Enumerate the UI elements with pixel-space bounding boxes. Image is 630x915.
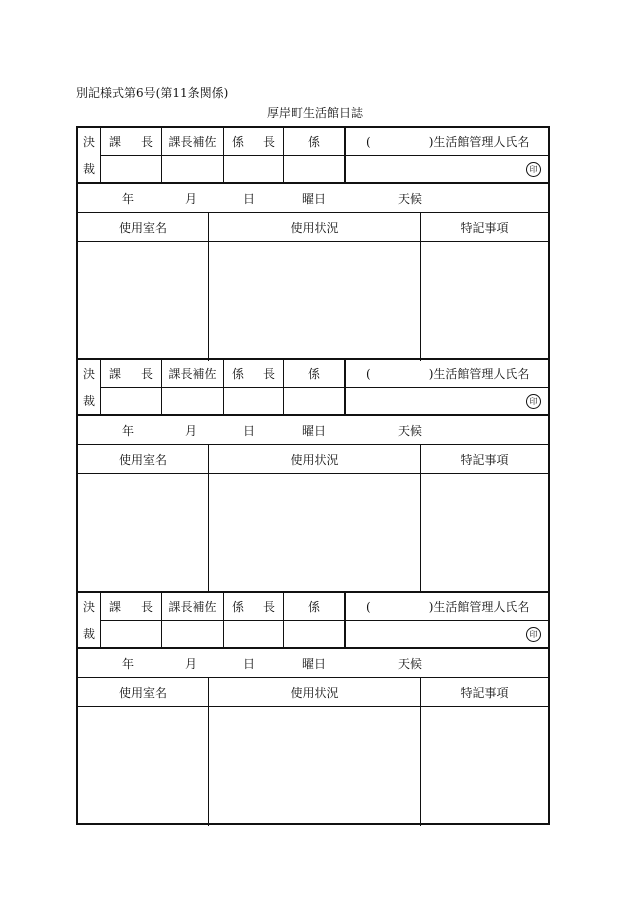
- approval-header-unit-chief: 係 長: [232, 367, 275, 381]
- manager-name-label: ( )生活館管理人氏名: [366, 599, 530, 614]
- month-label: 月: [185, 656, 198, 671]
- month-label: 月: [185, 423, 198, 438]
- form-number: 別記様式第6号(第11条関係): [76, 86, 229, 100]
- approval-header-unit-chief: 係 長: [232, 135, 275, 149]
- special-notes-header: 特記事項: [460, 452, 509, 467]
- day-label: 日: [243, 423, 256, 438]
- year-label: 年: [122, 423, 135, 438]
- usage-status-field[interactable]: [209, 242, 420, 361]
- manager-name-field[interactable]: [346, 621, 548, 647]
- approval-header-section-chief: 課 長: [109, 600, 153, 614]
- approval-section: [78, 360, 548, 416]
- usage-table-header: [78, 445, 548, 474]
- approval-side-label-bottom: 裁: [82, 394, 95, 408]
- usage-status-header: 使用状況: [290, 452, 339, 467]
- manager-name-field[interactable]: [346, 156, 548, 182]
- journal-form: [76, 126, 550, 825]
- manager-name-field[interactable]: [346, 388, 548, 414]
- approval-side-label-top: 決: [82, 135, 95, 149]
- approval-header-unit-chief: 係 長: [232, 600, 275, 614]
- day-label: 日: [243, 656, 256, 671]
- approval-section: [78, 128, 548, 184]
- journal-entry-block: [78, 358, 548, 593]
- seal-icon: 印: [526, 394, 541, 409]
- journal-entry-block: [78, 591, 548, 826]
- approval-side-label-bottom: 裁: [82, 162, 95, 176]
- approval-stamp-box[interactable]: [162, 388, 223, 414]
- room-name-header: 使用室名: [118, 220, 167, 235]
- approval-header-assistant-chief: 課長補佐: [168, 600, 217, 614]
- approval-stamp-box[interactable]: [162, 156, 223, 182]
- year-label: 年: [122, 191, 135, 206]
- approval-stamp-box[interactable]: [101, 621, 161, 647]
- approval-header-section-chief: 課 長: [109, 367, 153, 381]
- date-weather-row: [78, 416, 548, 445]
- special-notes-header: 特記事項: [460, 220, 509, 235]
- approval-header-assistant-chief: 課長補佐: [168, 135, 217, 149]
- day-label: 日: [243, 191, 256, 206]
- weather-label: 天候: [398, 423, 423, 438]
- weather-label: 天候: [398, 191, 423, 206]
- manager-name-label: ( )生活館管理人氏名: [366, 366, 530, 381]
- usage-table-header: [78, 678, 548, 707]
- usage-status-field[interactable]: [209, 474, 420, 593]
- approval-stamp-box[interactable]: [284, 156, 344, 182]
- weather-label: 天候: [398, 656, 423, 671]
- date-weather-row: [78, 649, 548, 678]
- approval-header-section-chief: 課 長: [109, 135, 153, 149]
- approval-stamp-box[interactable]: [224, 621, 283, 647]
- room-name-header: 使用室名: [118, 452, 167, 467]
- approval-stamp-box[interactable]: [101, 156, 161, 182]
- usage-status-field[interactable]: [209, 707, 420, 826]
- room-name-field[interactable]: [78, 242, 208, 361]
- approval-header-staff: 係: [307, 600, 320, 614]
- approval-header-staff: 係: [307, 135, 320, 149]
- date-weather-row: [78, 184, 548, 213]
- room-name-field[interactable]: [78, 474, 208, 593]
- approval-stamp-box[interactable]: [284, 621, 344, 647]
- usage-table-header: [78, 213, 548, 242]
- approval-side-label-bottom: 裁: [82, 627, 95, 641]
- special-notes-field[interactable]: [421, 474, 548, 593]
- special-notes-header: 特記事項: [460, 685, 509, 700]
- weekday-label: 曜日: [302, 191, 327, 206]
- special-notes-field[interactable]: [421, 242, 548, 361]
- seal-icon: 印: [526, 627, 541, 642]
- room-name-field[interactable]: [78, 707, 208, 826]
- approval-header-assistant-chief: 課長補佐: [168, 367, 217, 381]
- approval-header-staff: 係: [307, 367, 320, 381]
- approval-stamp-box[interactable]: [224, 156, 283, 182]
- approval-side-label-top: 決: [82, 367, 95, 381]
- weekday-label: 曜日: [302, 656, 327, 671]
- approval-stamp-box[interactable]: [224, 388, 283, 414]
- usage-status-header: 使用状況: [290, 220, 339, 235]
- approval-stamp-box[interactable]: [162, 621, 223, 647]
- seal-icon: 印: [526, 162, 541, 177]
- approval-section: [78, 593, 548, 649]
- special-notes-field[interactable]: [421, 707, 548, 826]
- approval-stamp-box[interactable]: [284, 388, 344, 414]
- usage-table-body: [78, 242, 548, 361]
- approval-stamp-box[interactable]: [101, 388, 161, 414]
- usage-status-header: 使用状況: [290, 685, 339, 700]
- year-label: 年: [122, 656, 135, 671]
- document-title: 厚岸町生活館日誌: [266, 106, 363, 120]
- weekday-label: 曜日: [302, 423, 327, 438]
- manager-name-label: ( )生活館管理人氏名: [366, 134, 530, 149]
- journal-entry-block: [78, 128, 548, 361]
- approval-side-label-top: 決: [82, 600, 95, 614]
- usage-table-body: [78, 474, 548, 593]
- room-name-header: 使用室名: [118, 685, 167, 700]
- usage-table-body: [78, 707, 548, 826]
- month-label: 月: [185, 191, 198, 206]
